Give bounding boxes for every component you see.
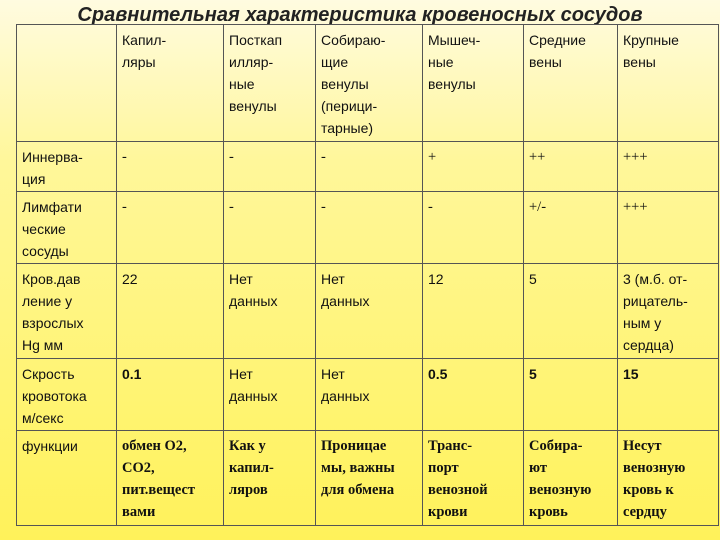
table-row (17, 358, 719, 430)
table-cell: 22 (117, 264, 224, 359)
table-cell: Нет данных (224, 358, 316, 430)
header-cell: Крупные вены (618, 25, 719, 142)
table-cell: - (423, 191, 524, 263)
row-label: Кров.дав ление у взрослых Hg мм (17, 264, 117, 359)
table-cell: 12 (423, 264, 524, 359)
table-cell: 15 (618, 358, 719, 430)
row-label: Лимфати ческие сосуды (17, 191, 117, 263)
header-cell: Капил- ляры (117, 25, 224, 142)
table-cell: Несут венозную кровь к сердцу (618, 431, 719, 526)
table-cell: Нет данных (224, 264, 316, 359)
table-cell: - (117, 142, 224, 192)
table-row (17, 431, 719, 526)
table-cell: Транс- порт венозной крови (423, 431, 524, 526)
table-row (17, 264, 719, 359)
table-cell: - (117, 191, 224, 263)
table-cell: +/- (524, 191, 618, 263)
table-row (17, 191, 719, 263)
header-cell (17, 25, 117, 142)
header-cell: Посткап илляр- ные венулы (224, 25, 316, 142)
header-row (17, 25, 719, 142)
page-title: Сравнительная характеристика кровеносных сосудов (77, 4, 643, 26)
table-cell: Нет данных (316, 358, 423, 430)
table-cell: Собира- ют венозную кровь (524, 431, 618, 526)
table-cell: обмен О2, СО2, пит.вещест вами (117, 431, 224, 526)
table-cell: +++ (618, 142, 719, 192)
header-cell: Средние вены (524, 25, 618, 142)
row-label: Скрость кровотока м/секс (17, 358, 117, 430)
header-cell: Мышеч- ные венулы (423, 25, 524, 142)
table-cell: - (316, 142, 423, 192)
table-cell: Нет данных (316, 264, 423, 359)
table-cell: 0.1 (117, 358, 224, 430)
table-cell: 5 (524, 264, 618, 359)
table-cell: - (224, 191, 316, 263)
table-cell: ++ (524, 142, 618, 192)
table-cell: Проницае мы, важны для обмена (316, 431, 423, 526)
row-label: функции (17, 431, 117, 526)
row-label: Иннерва- ция (17, 142, 117, 192)
header-cell: Собираю- щие венулы (перици- тарные) (316, 25, 423, 142)
table-cell: Как у капил- ляров (224, 431, 316, 526)
table-cell: 3 (м.б. от- рицатель- ным у сердца) (618, 264, 719, 359)
table-cell: + (423, 142, 524, 192)
table-cell: +++ (618, 191, 719, 263)
comparison-table (16, 24, 719, 526)
table-cell: - (316, 191, 423, 263)
table-row (17, 142, 719, 192)
table-cell: - (224, 142, 316, 192)
table-cell: 5 (524, 358, 618, 430)
table-cell: 0.5 (423, 358, 524, 430)
